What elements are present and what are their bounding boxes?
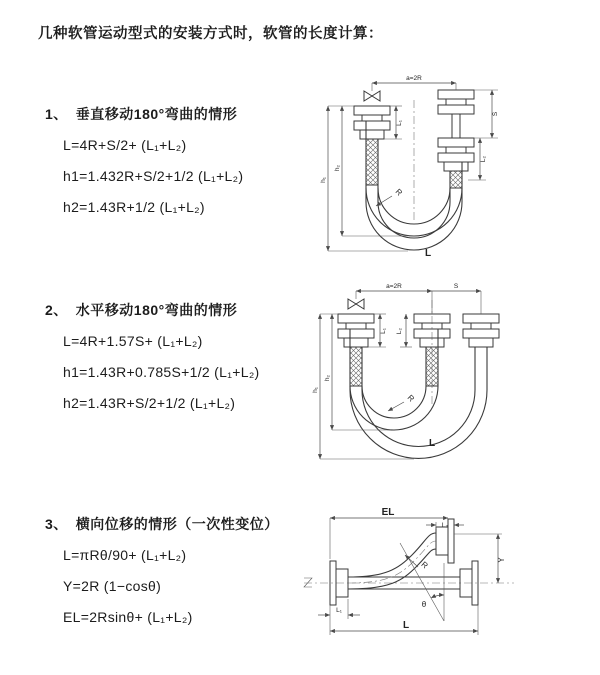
section-lateral-displacement	[45, 514, 335, 633]
dim-label-h2: h₂	[324, 374, 331, 382]
dim-label-l2: L₂	[441, 522, 449, 529]
dimension-l1	[368, 314, 387, 347]
dim-label-theta: θ	[421, 600, 427, 609]
radius-callout	[388, 393, 416, 411]
middle-flange-fitting	[414, 314, 450, 386]
dimension-span	[356, 283, 481, 314]
dimension-h1	[320, 106, 408, 251]
dim-label-l: L	[402, 620, 410, 631]
dimension-s	[474, 90, 499, 138]
dimension-l-total	[330, 605, 478, 635]
dim-label-r: R	[405, 393, 416, 404]
diagram-lateral-displacement	[296, 503, 554, 661]
section-3-heading-text: 横向位移的情形（一次性变位）	[75, 516, 279, 532]
formula-l: L=4R+S/2+ (L₁+L₂)	[63, 137, 187, 153]
section-1-heading	[45, 104, 335, 124]
dim-label-l1: L₁	[396, 120, 403, 126]
dimension-l1	[318, 599, 360, 619]
dim-label-r: R	[393, 187, 404, 198]
dim-label-l1: L₁	[380, 328, 387, 334]
valve-icon	[364, 91, 380, 101]
radius-callout	[376, 187, 404, 206]
dim-label-l2: L₂	[480, 155, 487, 163]
dimension-l2	[468, 138, 487, 180]
dim-label-l1: L₁	[336, 607, 342, 614]
dim-label-s: S	[453, 283, 459, 290]
formula-l: L=4R+1.57S+ (L₁+L₂)	[63, 333, 203, 349]
dim-label-a2r: a=2R	[406, 75, 422, 82]
right-flange-fitting-moved	[463, 314, 499, 347]
formula-h2: h2=1.43R+S/2+1/2 (L₁+L₂)	[63, 395, 236, 411]
dim-label-s: S	[492, 111, 499, 117]
section-1-heading-text: 垂直移动180°弯曲的情形	[75, 106, 238, 122]
braid-section	[350, 347, 362, 386]
dim-label-l-total: L	[424, 248, 432, 259]
section-2-heading-text: 水平移动180°弯曲的情形	[75, 302, 238, 318]
dim-label-h2: h₂	[334, 164, 341, 172]
dimension-span	[372, 75, 456, 91]
dimension-l2	[396, 314, 412, 347]
formula-h1: h1=1.43R+0.785S+1/2 (L₁+L₂)	[63, 364, 260, 380]
centerline-break-icon	[304, 578, 312, 587]
left-flange-fitting	[338, 314, 374, 386]
right-flange-fitting	[438, 90, 474, 188]
section-horizontal-movement	[45, 300, 335, 419]
formula-h2: h2=1.43R+1/2 (L₁+L₂)	[63, 199, 205, 215]
formula-y: Y=2R (1−cosθ)	[63, 578, 162, 594]
dim-label-h1: h₁	[312, 387, 319, 393]
dimension-h1	[312, 314, 414, 459]
dim-label-l-total: L	[428, 438, 436, 449]
dimension-l2	[426, 522, 464, 529]
dim-label-a2r: a=2R	[386, 283, 402, 290]
dimension-l1	[384, 106, 403, 139]
dim-label-y: Y	[497, 557, 506, 563]
dim-label-l2: L₂	[396, 327, 403, 335]
braid-section	[450, 171, 462, 188]
dim-label-r: R	[419, 559, 430, 571]
section-2-heading	[45, 300, 335, 320]
valve-icon	[348, 299, 364, 309]
section-2-number: 2、	[45, 302, 68, 318]
diagram-vertical-180-bend	[308, 70, 543, 266]
formula-l: L=πRθ/90+ (L₁+L₂)	[63, 547, 187, 563]
hose-u-bend-position-1	[350, 329, 438, 430]
hose-s-curve	[348, 533, 436, 589]
section-3-number: 3、	[45, 516, 68, 532]
page-title: 几种软管运动型式的安装方式时，软管的长度计算：	[38, 26, 383, 42]
hose-u-bend-position-2	[350, 347, 487, 458]
dim-label-el: EL	[381, 507, 395, 518]
section-vertical-movement	[45, 104, 335, 223]
left-flange-fitting	[354, 106, 390, 185]
section-1-number: 1、	[45, 106, 68, 122]
diagram-horizontal-180-bend	[306, 278, 546, 466]
formula-el: EL=2Rsinθ+ (L₁+L₂)	[63, 609, 193, 625]
braid-section	[426, 347, 438, 386]
section-3-heading	[45, 514, 335, 534]
braid-section	[366, 139, 378, 185]
formula-h1: h1=1.432R+S/2+1/2 (L₁+L₂)	[63, 168, 244, 184]
dimension-y	[454, 534, 506, 583]
dim-label-h1: h₁	[320, 177, 327, 183]
